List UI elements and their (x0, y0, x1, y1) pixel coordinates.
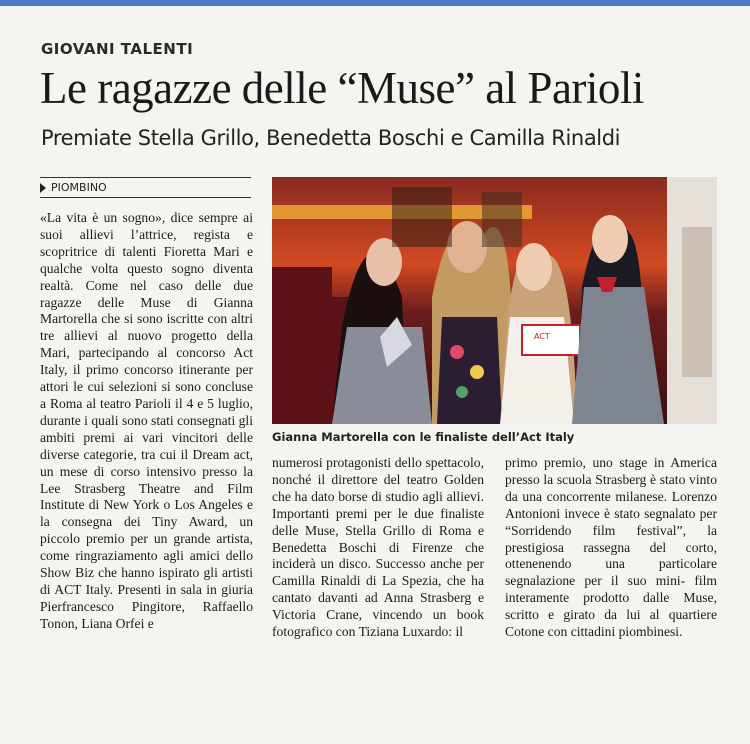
article-photo (272, 177, 717, 424)
article-headline: Le ragazze delle “Muse” al Parioli (40, 63, 644, 113)
location-rule-top (40, 177, 251, 178)
location-marker-icon (40, 183, 46, 193)
location-label: PIOMBINO (51, 181, 107, 194)
article-column-1: «La vita è un sogno», dice sempre ai suoi allievi l’attrice, regista e scopritrice di talenti Fioretta Mari e qualche volta questo sogno diventa realtà. Come nel caso delle due ragazze delle Muse di Gianna Martorella che si sono iscritte con altri tre allievi al nuovo progetto della Mari, partecipando al concorso Act Italy, il primo concorso itinerante per attori le cui selezioni si sono concluse a Roma al teatro Parioli il 4 e 5 luglio, durante i quali sono stati consegnati gli ambiti premi ai vari vincitori delle diverse categorie, tra cui il Dream act, un mese di corso intensivo presso la Lee Strasberg Theatre and Film Institute di New York o Los Angeles e la consegna dei Tiny Award, un piccolo premio per un grande artista, come ringraziamento agli amici dello Show Biz che hanno ispirato gli artisti di ACT Italy. Presenti in sala in giuria Pierfrancesco Pingitore, Raffaello Tonon, Liana Orfei e (40, 210, 253, 631)
top-accent-bar (0, 0, 750, 6)
location-line (40, 181, 107, 194)
article-column-3: primo premio, uno stage in America presso la scuola Strasberg è stato vinto da una concorrente milanese. Lorenzo Antonioni invece è stato segnalato per “Sorridendo film festival”, la prestigiosa rassegna del corto, ottenenendo una particolare segnalazione per il suo mini- film interamente prodotto dalle Muse, scritto e girato da lui al quartiere Cotone con cittadini piombinesi. (505, 455, 717, 640)
section-kicker: GIOVANI TALENTI (41, 40, 194, 58)
article-column-2: numerosi protagonisti dello spettacolo, nonché il direttore del teatro Golden che ha dato borse di studio agli allievi. Importanti premi per le due finaliste delle Muse, Stella Grillo di Roma e Benedetta Boschi di Firenze che inciderà un disco. Successo anche per Camilla Rinaldi di La Spezia, che ha cantato davanti ad Anna Strasberg e Victoria Crane, vincendo un book fotografico con Tiziana Luxardo: il (272, 455, 484, 640)
photo-caption: Gianna Martorella con le finaliste dell’Act Italy (272, 430, 575, 444)
location-rule-bottom (40, 197, 251, 198)
article-subheadline: Premiate Stella Grillo, Benedetta Boschi e Camilla Rinaldi (41, 126, 621, 150)
award-card-text: ACT (534, 332, 550, 341)
